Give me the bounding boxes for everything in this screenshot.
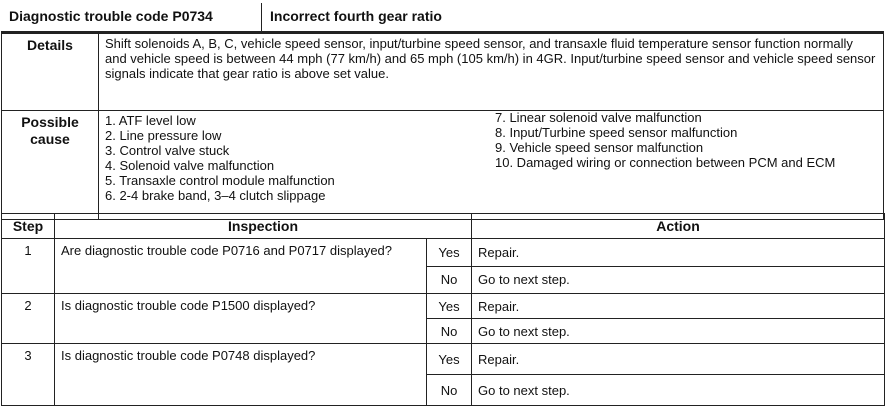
no-label: No [427, 319, 472, 344]
no-label: No [427, 375, 472, 406]
yes-action: Repair. [472, 239, 885, 267]
yes-action: Repair. [472, 294, 885, 319]
cause-item: 6. 2-4 brake band, 3–4 clutch slippage [105, 188, 326, 203]
cause-column-left [105, 113, 495, 203]
inspection-header: Inspection [55, 214, 472, 239]
table-row [2, 239, 885, 267]
step-question: Are diagnostic trouble code P0716 and P0717 displayed? [55, 239, 427, 294]
cause-column-right [495, 110, 845, 203]
possible-cause-label: Possible cause [2, 111, 99, 220]
no-action: Go to next step. [472, 375, 885, 406]
step-number: 2 [2, 294, 55, 344]
action-header: Action [472, 214, 885, 239]
cause-item: 3. Control valve stuck [105, 143, 230, 158]
yes-action: Repair. [472, 344, 885, 375]
cause-item: 5. Transaxle control module malfunction [105, 173, 335, 188]
info-table [1, 33, 884, 220]
yes-label: Yes [427, 344, 472, 375]
table-row [2, 344, 885, 375]
details-label: Details [2, 34, 99, 111]
step-header: Step [2, 214, 55, 239]
cause-item: 4. Solenoid valve malfunction [105, 158, 275, 173]
step-number: 3 [2, 344, 55, 406]
cause-item: 1. ATF level low [105, 113, 196, 128]
step-question: Is diagnostic trouble code P0748 displayed? [55, 344, 427, 406]
no-label: No [427, 266, 472, 294]
table-row [2, 294, 885, 319]
cause-item: 9. Vehicle speed sensor malfunction [495, 140, 704, 155]
yes-label: Yes [427, 239, 472, 267]
cause-item: 8. Input/Turbine speed sensor malfunction [495, 125, 738, 140]
no-action: Go to next step. [472, 266, 885, 294]
cause-item: 10. Damaged wiring or connection between PCM and ECM [495, 155, 836, 170]
no-action: Go to next step. [472, 319, 885, 344]
step-number: 1 [2, 239, 55, 294]
dtc-title: Incorrect fourth gear ratio [262, 3, 885, 32]
dtc-header [1, 3, 884, 33]
possible-cause-list [99, 111, 884, 220]
step-question: Is diagnostic trouble code P1500 displayed? [55, 294, 427, 344]
cause-item: 7. Linear solenoid valve malfunction [495, 110, 702, 125]
dtc-code: Diagnostic trouble code P0734 [1, 3, 262, 32]
details-text: Shift solenoids A, B, C, vehicle speed sensor, input/turbine speed sensor, and transaxle fluid temperature sensor function normally and vehicle speed is between 44 mph (77 km/h) and 65 mph (105 km/h) in 4GR. Input/turbine speed sensor and vehicle speed sensor signals indicate that gear ratio is above set value. [99, 34, 884, 111]
steps-table [1, 213, 885, 406]
yes-label: Yes [427, 294, 472, 319]
cause-item: 2. Line pressure low [105, 128, 222, 143]
